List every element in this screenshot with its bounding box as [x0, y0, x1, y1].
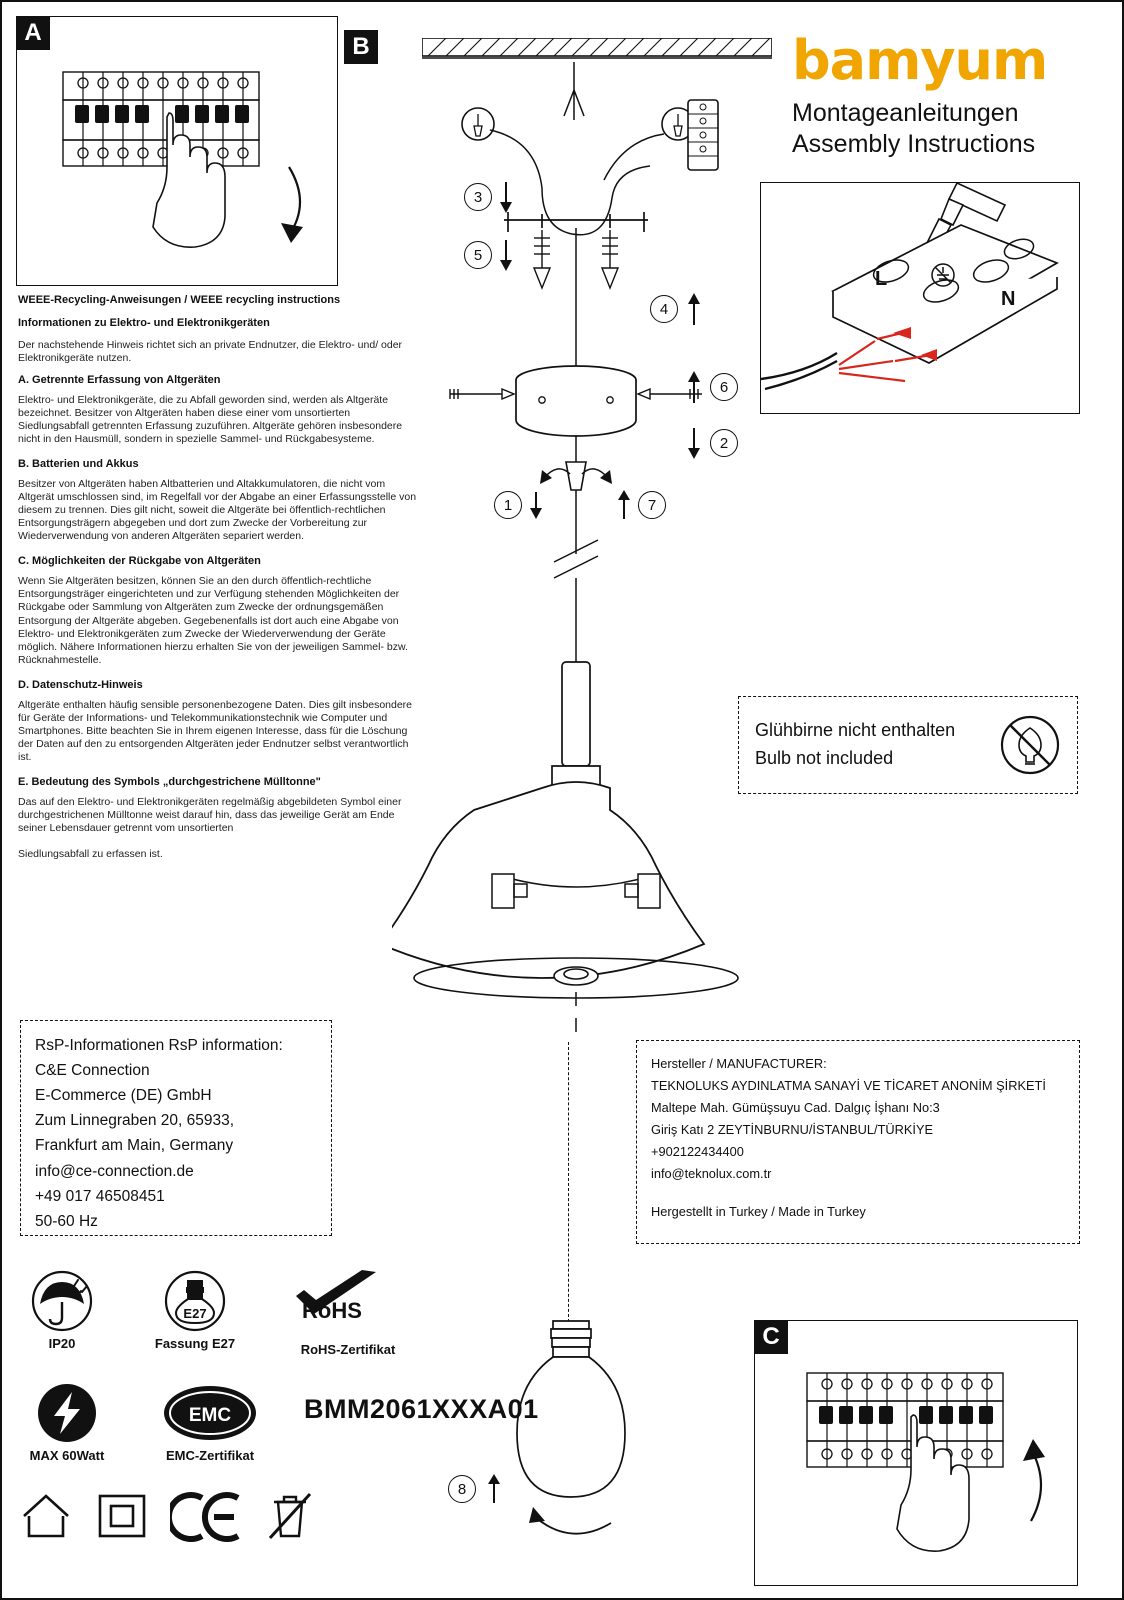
cert-rohs [284, 1270, 412, 1357]
weee-section-title: B. Batterien und Akkus [18, 458, 139, 470]
rsp-line: E-Commerce (DE) GmbH [35, 1087, 212, 1105]
step-number: 8 [448, 1475, 476, 1503]
arrow-up-icon [686, 370, 702, 404]
manufacturer-line: Giriş Katı 2 ZEYTİNBURNU/İSTANBUL/TÜRKİYE [651, 1122, 934, 1137]
rohs-check-icon [284, 1270, 412, 1332]
crossed-out-bin-icon [266, 1490, 314, 1542]
step-number: 7 [638, 491, 666, 519]
rsp-line: Frankfurt am Main, Germany [35, 1137, 234, 1155]
weee-section-body: Wenn Sie Altgeräten besitzen, können Sie an den durch öffentlich-rechtliche Entsorgungsträger eingerichteten und zur Verfügung stehenden Möglichkeiten der Rückgabe oder Sammlung von Altgeräten zum Zwecke der ordnungsgemäßen Entsorgung der Altgeräte abgeben. Gegebenenfalls ist dort auch eine Abgabe von Elektro- und Elektronikgeräten zum Zwecke der Wiederverwendung der Geräte möglich. Nähere Informationen hierzu erhalten Sie von der jeweiligen Sammel- bzw. Rücknahmestelle. [18, 575, 408, 666]
svg-text:N: N [1001, 288, 1016, 310]
rsp-line: Zum Linnegraben 20, 65933, [35, 1112, 235, 1130]
cert-emc [150, 1382, 270, 1463]
step-1-callout [494, 490, 544, 520]
cert-ip20 [18, 1270, 106, 1351]
weee-subheading: Informationen zu Elektro- und Elektronikgeräten [18, 316, 270, 329]
ceiling-graphic [422, 38, 772, 64]
weee-section-body: Das auf den Elektro- und Elektronikgeräten regelmäßig abgebildeten Symbol einer durchgestrichenen Mülltonne weist darauf hin, dass das jeweilige Gerät am Ende seiner Lebensdauer getrennt vom unsortierten [18, 796, 402, 835]
panel-a-diagram [16, 16, 338, 286]
cert-label: EMC-Zertifikat [165, 1448, 255, 1463]
product-code: BMM2061XXXA01 [304, 1394, 539, 1424]
rsp-title: RsP-Informationen RsP information: [35, 1037, 283, 1054]
made-in-line: Hergestellt in Turkey / Made in Turkey [651, 1204, 866, 1219]
step-3-callout [464, 180, 514, 214]
rohs-text: RoHS [302, 1298, 362, 1323]
rsp-line: C&E Connection [35, 1062, 150, 1080]
step-number: 6 [710, 373, 738, 401]
step-5-callout [464, 238, 514, 272]
arrow-down-icon [528, 490, 544, 520]
footer-marks [18, 1490, 314, 1542]
cert-label: MAX 60Watt [29, 1448, 105, 1463]
cert-label: Fassung E27 [154, 1336, 236, 1351]
weee-intro: Der nachstehende Hinweis richtet sich an private Endnutzer, die Elektro- und/ oder Elektronikgeräte nutzen. [18, 338, 403, 364]
lamp-assembly-diagram [392, 62, 772, 1042]
weee-heading: WEEE-Recycling-Anweisungen / WEEE recycling instructions [18, 294, 341, 306]
title-en: Assembly Instructions [792, 130, 1036, 159]
weee-section-body: Besitzer von Altgeräten haben Altbatterien und Altakkumulatoren, die nicht vom Altgerät umschlossen sind, im Regelfall vor der Abgabe an einer Erfassungsstelle von diesem zu trennen. Dies gilt nicht, soweit die Altgeräte bei öffentlich-rechtlichen Entsorgungsträgern abgegeben und dort zum Zwecke der Vorbereitung zur Wiederverwendung von anderen Altgeräten separiert werden. [18, 477, 417, 543]
brand-logo: bamyum [792, 29, 1048, 92]
panel-c-letter: C [762, 1323, 780, 1350]
no-bulb-icon [999, 714, 1061, 776]
panel-label-b: B [344, 30, 378, 64]
max-wattage-bolt-icon [18, 1382, 116, 1444]
step-6-callout [686, 370, 738, 404]
step-number: 2 [710, 429, 738, 457]
svg-text:E27: E27 [183, 1306, 207, 1321]
ce-mark-icon [170, 1490, 244, 1542]
bulb-notice-en: Bulb not included [755, 748, 894, 768]
step-number: 5 [464, 241, 492, 269]
panel-label-a: A [16, 16, 50, 50]
panel-c-diagram [754, 1320, 1078, 1586]
svg-text:EMC: EMC [188, 1405, 232, 1426]
manufacturer-line: +902122434400 [651, 1144, 744, 1159]
manufacturer-info-box [636, 1040, 1080, 1244]
weee-closing: Siedlungsabfall zu erfassen ist. [18, 847, 163, 860]
arrow-up-icon [616, 490, 632, 520]
bulb-alignment-guide [568, 1042, 571, 1322]
arrow-down-icon [686, 426, 702, 460]
weee-section-body: Elektro- und Elektronikgeräte, die zu Abfall geworden sind, werden als Altgeräte bezeichnet. Besitzer von Altgeräten haben diese einer vom unsortierten Siedlungsabfall getrennten Erfassung zuzuführen. Altgeräte gehören insbesondere nicht in den Hausmüll, sondern in spezielle Sammel- und Rückgabesysteme. [18, 393, 403, 445]
step-2-callout [686, 426, 738, 460]
bulb-notice-de: Glühbirne nicht enthalten [755, 720, 956, 741]
arrow-up-icon [686, 292, 702, 326]
svg-text:L: L [875, 268, 888, 290]
rsp-line: +49 017 46508451 [35, 1187, 165, 1205]
step-number: 3 [464, 183, 492, 211]
weee-section-title: E. Bedeutung des Symbols „durchgestrichene Mülltonne" [18, 776, 321, 789]
cert-label: RoHS-Zertifikat [300, 1342, 396, 1357]
manufacturer-title: Hersteller / MANUFACTURER: [651, 1056, 827, 1071]
weee-section-title: D. Datenschutz-Hinweis [18, 679, 143, 691]
step-8-callout [448, 1474, 502, 1504]
e27-socket-icon [140, 1270, 250, 1332]
title-de: Montageanleitungen [792, 99, 1019, 127]
weee-section-title: A. Getrennte Erfassung von Altgeräten [18, 373, 221, 386]
cert-e27 [140, 1270, 250, 1351]
wiring-detail-diagram [760, 182, 1080, 414]
manufacturer-line: info@teknolux.com.tr [651, 1166, 772, 1181]
rsp-line: 50-60 Hz [35, 1212, 98, 1230]
manufacturer-line: TEKNOLUKS AYDINLATMA SANAYİ VE TİCARET ANONİM ŞİRKETİ [651, 1078, 1046, 1093]
weee-section-body: Altgeräte enthalten häufig sensible personenbezogene Daten. Dies gilt insbesondere für Geräte der Informations- und Telekommunikationstechnik wie Computer und Smartphones. Bitte beachten Sie in Ihrem eigenen Interesse, dass für die Löschung der Daten auf den zu entsorgenden Altgeräten jeder Endnutzer selbst verantwortlich ist. [18, 698, 413, 764]
step-number: 4 [650, 295, 678, 323]
class-ii-square-icon [96, 1490, 148, 1542]
certification-row-1 [18, 1270, 412, 1357]
cert-label: IP20 [48, 1336, 76, 1351]
weee-section-title: C. Möglichkeiten der Rückgabe von Altgeräten [18, 555, 261, 568]
bulb-not-included-notice [738, 696, 1078, 794]
arrow-up-icon [486, 1474, 502, 1504]
ip20-umbrella-icon [18, 1270, 106, 1332]
step-4-callout [650, 292, 702, 326]
arrow-down-icon [498, 238, 514, 272]
brand-header [792, 29, 1092, 161]
cert-max-watt [18, 1382, 116, 1463]
manufacturer-line: Maltepe Mah. Gümüşsuyu Cad. Dalgıç İşhanı No:3 [651, 1100, 940, 1115]
certification-row-2 [18, 1382, 539, 1463]
rsp-info-box [20, 1020, 332, 1236]
rsp-line: info@ce-connection.de [35, 1162, 194, 1180]
arrow-down-icon [498, 180, 514, 214]
emc-icon [150, 1382, 270, 1444]
weee-text-block [18, 294, 418, 861]
step-7-callout [616, 490, 666, 520]
house-class-icon [18, 1490, 74, 1542]
step-number: 1 [494, 491, 522, 519]
